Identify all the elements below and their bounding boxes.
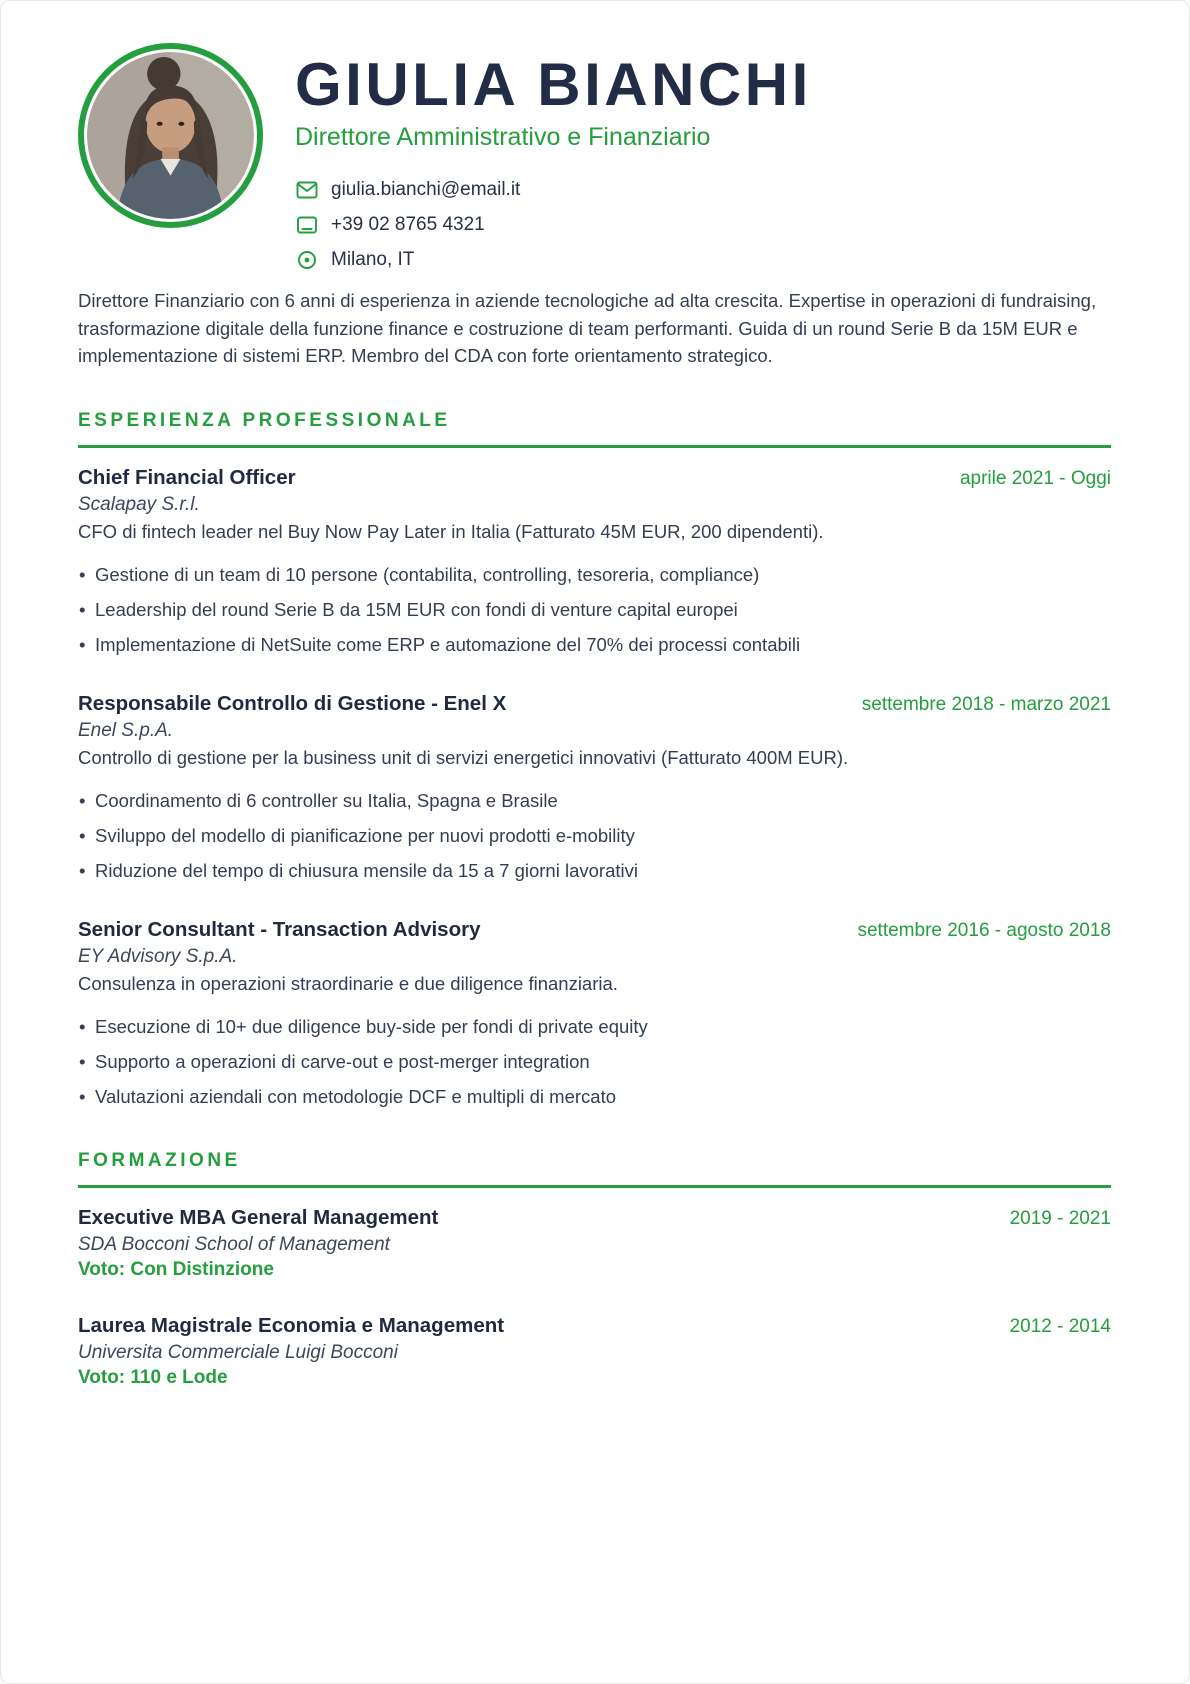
job-bullet: • Esecuzione di 10+ due diligence buy-side per fondi di private equity [78,1014,1111,1040]
job-title: Senior Consultant - Transaction Advisory [78,917,481,941]
summary-text: Direttore Finanziario con 6 anni di esperienza in aziende tecnologiche ad alta crescita. Expertise in operazioni di fundraising, trasformazione digitale della funzione finance e costruzione di team performanti. Guida di un round Serie B da 15M EUR e implementazione di sistemi ERP. Membro del CDA con forte orientamento strategico. [78,290,1097,366]
job-title: Chief Financial Officer [78,465,296,489]
job-entry [78,692,1111,884]
education-dates: 2012 - 2014 [1009,1315,1111,1337]
education-entry [78,1206,1111,1281]
job-bullet: • Valutazioni aziendali con metodologie DCF e multipli di mercato [78,1084,1111,1110]
job-bullet: • Coordinamento di 6 controller su Italia, Spagna e Brasile [78,788,1111,814]
location-pin-icon [295,248,319,272]
job-bullet-list [78,1014,1111,1110]
education-entry [78,1314,1111,1389]
job-entry [78,466,1111,658]
section-divider [78,1185,1111,1188]
job-bullet: • Implementazione di NetSuite come ERP e automazione del 70% dei processi contabili [78,632,1111,658]
education-title: Laurea Magistrale Economia e Management [78,1313,505,1337]
education-school: Universita Commerciale Luigi Bocconi [78,1341,398,1363]
job-bullet: • Riduzione del tempo di chiusura mensile da 15 a 7 giorni lavorativi [78,858,1111,884]
contact-email-text: giulia.bianchi@email.it [331,179,521,200]
envelope-icon [295,178,319,202]
education-title: Executive MBA General Management [78,1205,439,1229]
job-company: Enel S.p.A. [78,719,174,741]
job-dates: settembre 2016 - agosto 2018 [857,919,1111,941]
experience-section-title: ESPERIENZA PROFESSIONALE [78,409,451,431]
education-grade: Voto: Con Distinzione [78,1258,274,1280]
phone-icon [295,213,319,237]
education-section-title: FORMAZIONE [78,1149,241,1171]
education-school: SDA Bocconi School of Management [78,1233,390,1255]
job-bullet-list [78,788,1111,884]
header-info [295,41,812,283]
job-bullet-list [78,562,1111,658]
job-company: EY Advisory S.p.A. [78,945,238,967]
job-bullet: • Sviluppo del modello di pianificazione per nuovi prodotti e-mobility [78,823,1111,849]
contact-phone-text: +39 02 8765 4321 [331,214,485,235]
education-section [78,1150,1111,1389]
person-name: GIULIA BIANCHI [295,51,812,118]
contact-list [295,178,812,272]
section-divider [78,445,1111,448]
job-bullet: • Leadership del round Serie B da 15M EUR con fondi di venture capital europei [78,597,1111,623]
contact-email [295,178,812,202]
job-description: Consulenza in operazioni straordinarie e due diligence finanziaria. [78,972,618,994]
avatar [78,43,263,228]
contact-phone [295,213,812,237]
education-grade: Voto: 110 e Lode [78,1366,228,1388]
education-dates: 2019 - 2021 [1009,1207,1111,1229]
avatar-photo [87,52,254,219]
experience-section [78,410,1111,1110]
job-company: Scalapay S.r.l. [78,493,200,515]
job-description: Controllo di gestione per la business unit di servizi energetici innovativi (Fatturato 400M EUR). [78,746,849,768]
job-entry [78,918,1111,1110]
job-dates: aprile 2021 - Oggi [959,467,1111,489]
contact-location-text: Milano, IT [331,249,415,270]
job-bullet: • Gestione di un team di 10 persone (contabilita, controlling, tesoreria, compliance) [78,562,1111,588]
contact-location [295,248,812,272]
job-dates: settembre 2018 - marzo 2021 [861,693,1111,715]
header [78,41,1111,283]
person-title: Direttore Amministrativo e Finanziario [295,123,711,151]
job-description: CFO di fintech leader nel Buy Now Pay Later in Italia (Fatturato 45M EUR, 200 dipendenti). [78,520,824,542]
job-bullet: • Supporto a operazioni di carve-out e post-merger integration [78,1049,1111,1075]
job-title: Responsabile Controllo di Gestione - Enel X [78,691,507,715]
